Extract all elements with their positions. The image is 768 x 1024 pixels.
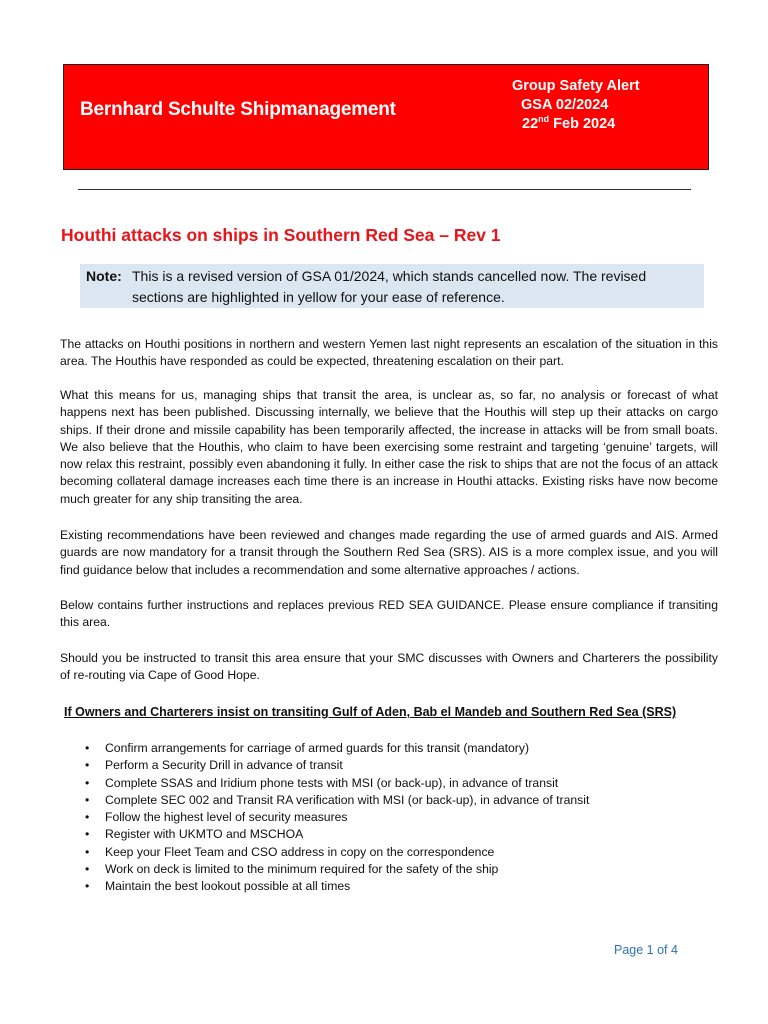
- list-item: • Work on deck is limited to the minimum required for the safety of the ship: [84, 861, 589, 878]
- paragraph-4: Below contains further instructions and replaces previous RED SEA GUIDANCE. Please ensure compliance if transiting this area.: [60, 598, 718, 630]
- paragraph-3: Existing recommendations have been reviewed and changes made regarding the use of armed guards and AIS. Armed guards are now mandatory for a transit through the Southern Red Sea (SRS). AIS is a more complex issue, and you will find guidance below that includes a recommendation and some alternative approaches / actions.: [60, 528, 718, 577]
- bullet-icon: •: [85, 827, 90, 842]
- list-item: • Complete SEC 002 and Transit RA verification with MSI (or back-up), in advance of transit: [84, 792, 589, 809]
- page-number: Page 1 of 4: [614, 943, 678, 957]
- alert-date-suffix: nd: [538, 114, 550, 125]
- list-item: • Complete SSAS and Iridium phone tests with MSI (or back-up), in advance of transit: [84, 775, 589, 792]
- header-divider: [78, 189, 691, 190]
- list-item: • Maintain the best lookout possible at all times: [84, 878, 589, 895]
- company-name: Bernhard Schulte Shipmanagement: [80, 99, 396, 120]
- alert-date: [512, 115, 640, 134]
- list-item: • Register with UKMTO and MSCHOA: [84, 826, 589, 843]
- section-heading: If Owners and Charterers insist on transiting Gulf of Aden, Bab el Mandeb and Southern Red Sea (SRS): [64, 705, 677, 719]
- alert-date-rest: Feb 2024: [549, 116, 616, 132]
- note-text: This is a revised version of GSA 01/2024, which stands cancelled now. The revised sections are highlighted in yellow for your ease of reference.: [132, 268, 647, 305]
- alert-date-day: 22: [522, 116, 539, 132]
- bullet-icon: •: [85, 844, 90, 859]
- paragraph-1: The attacks on Houthi positions in northern and western Yemen last night represents an escalation of the situation in this area. The Houthis have responded as could be expected, threatening escalation on their part.: [60, 337, 718, 369]
- note-box: [80, 264, 704, 308]
- alert-info: [512, 77, 640, 134]
- bullet-icon: •: [85, 741, 90, 755]
- document-title: Houthi attacks on ships in Southern Red Sea – Rev 1: [61, 225, 501, 245]
- bullet-icon: •: [85, 810, 90, 825]
- note-label: Note:: [86, 268, 122, 284]
- list-item: • Perform a Security Drill in advance of transit: [84, 757, 589, 774]
- list-item: • Follow the highest level of security measures: [84, 809, 589, 826]
- bullet-icon: •: [85, 792, 90, 807]
- alert-type: Group Safety Alert: [512, 78, 640, 94]
- bullet-icon: •: [85, 775, 90, 790]
- bullet-list: [84, 740, 589, 896]
- list-item: • Keep your Fleet Team and CSO address in copy on the correspondence: [84, 844, 589, 861]
- alert-number: GSA 02/2024: [521, 97, 609, 113]
- paragraph-5: Should you be instructed to transit this area ensure that your SMC discusses with Owners and Charterers the possibility of re-routing via Cape of Good Hope.: [60, 651, 718, 683]
- bullet-icon: •: [85, 758, 90, 773]
- paragraph-2: What this means for us, managing ships that transit the area, is unclear as, so far, no analysis or forecast of what happens next has been published. Discussing internally, we believe that the Houthis will step up their attacks on cargo ships. If their drone and missile capability has been temporarily affected, the increase in attacks will be from small boats. We also believe that the Houthis, who claim to have been exercising some restraint and targeting ‘genuine’ targets, will now relax this restraint, possibly even abandoning it fully. In either case the risk to ships that are not the focus of an attack becoming collateral damage increases each time there is an increase in Houthi attacks. Existing risks have now become much greater for any ship transiting the area.: [60, 388, 718, 506]
- header-banner: [63, 64, 709, 170]
- list-item: • Confirm arrangements for carriage of armed guards for this transit (mandatory): [84, 740, 589, 757]
- bullet-icon: •: [85, 862, 90, 877]
- bullet-icon: •: [85, 879, 90, 894]
